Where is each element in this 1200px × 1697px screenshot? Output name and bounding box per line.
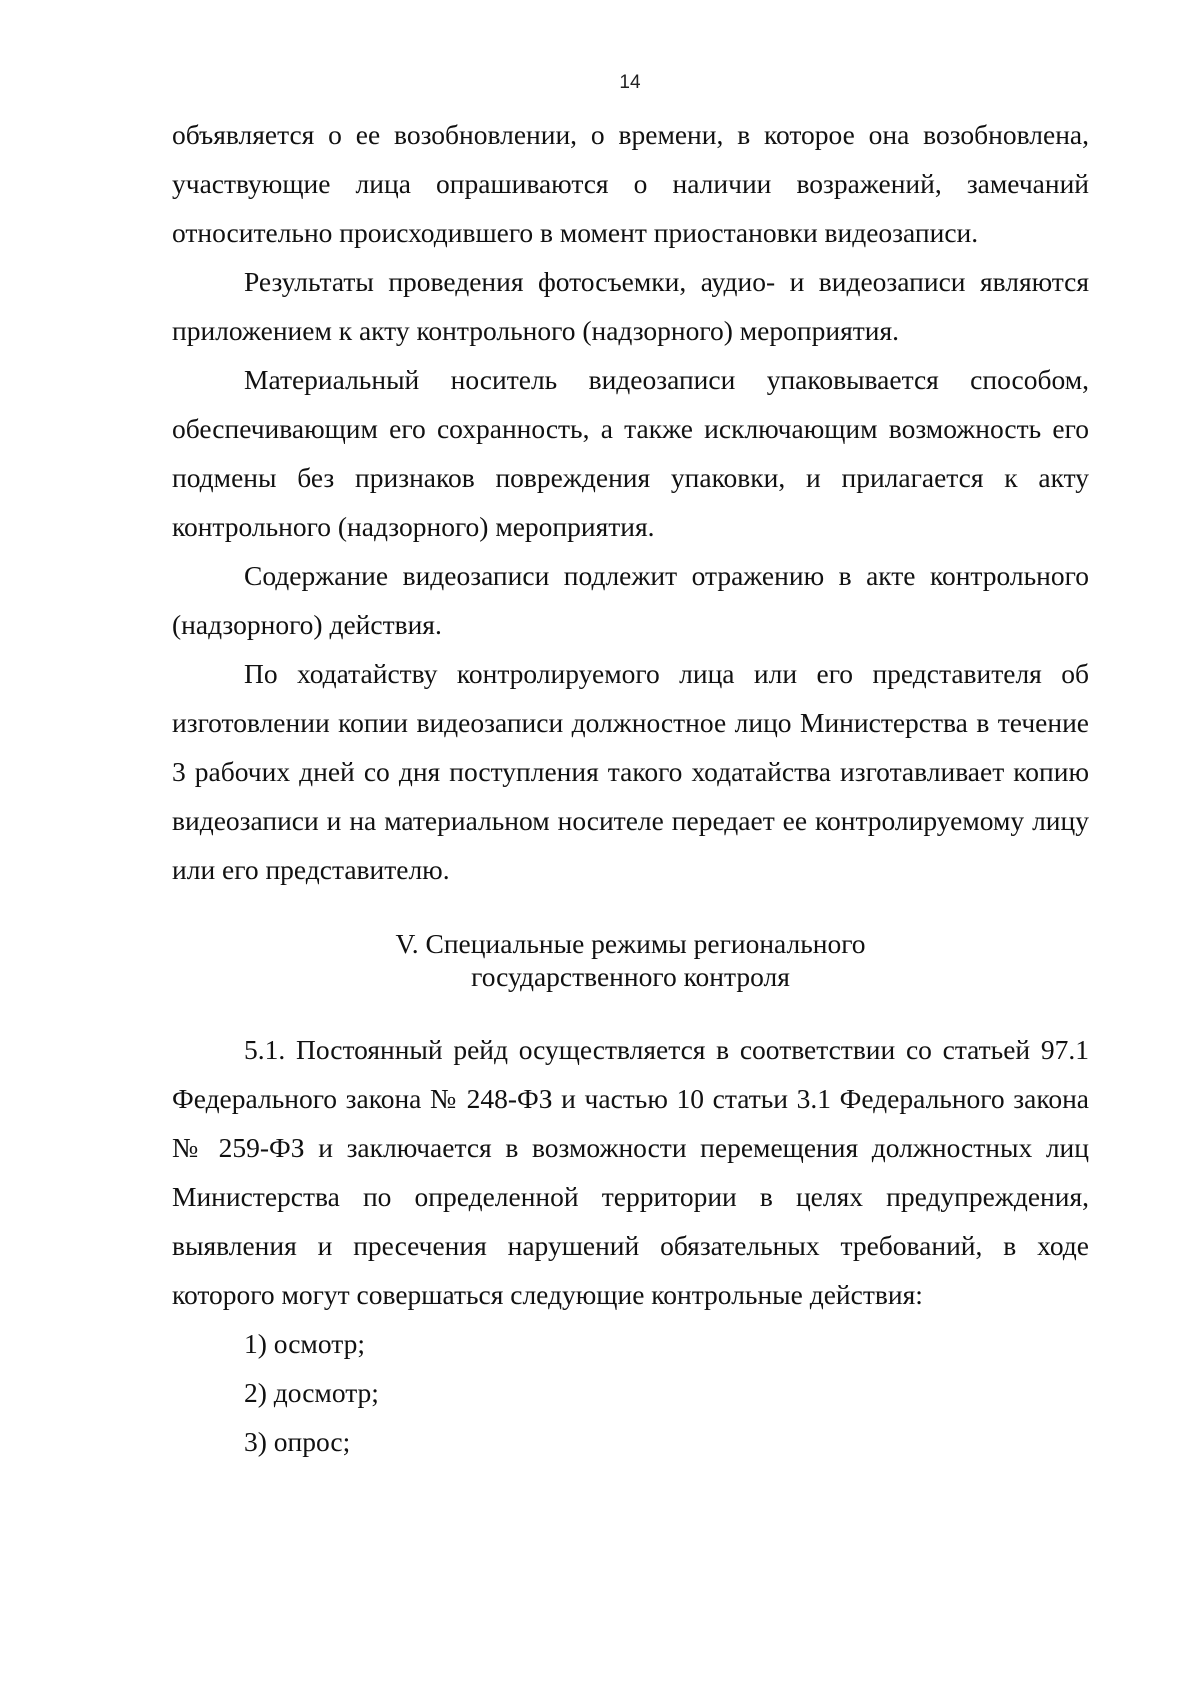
list-item: 3) опрос; [244, 1426, 351, 1457]
paragraph-permanent-raid: 5.1. Постоянный рейд осуществляется в соответствии со статьей 97.1 Федерального закона № 248-ФЗ и частью 10 статьи 3.1 Федерального закона № 259-ФЗ и заключается в возможности перемещения должностных лиц Министерства по определенной территории в целях предупреждения, выявления и пресечения нарушений обязательных требований, в ходе которого могут совершаться следующие контрольные действия: [172, 1034, 1089, 1310]
paragraph-video-content: Содержание видеозаписи подлежит отражению в акте контрольного (надзорного) действия. [172, 560, 1089, 640]
paragraph-copy-request: По ходатайству контролируемого лица или его представителя об изготовлении копии видеозаписи должностное лицо Министерства в течение 3 рабочих дней со дня поступления такого ходатайства изготавливает копию видеозаписи и на материальном носителе передает ее контролируемому лицу или его представителю. [172, 658, 1089, 885]
paragraph-media-carrier: Материальный носитель видеозаписи упаковывается способом, обеспечивающим его сохранность, а также исключающим возможность его подмены без признаков повреждения упаковки, и прилагается к акту контрольного (надзорного) мероприятия. [172, 364, 1089, 542]
section-heading-line-1: V. Специальные режимы регионального [395, 928, 866, 959]
list-item: 1) осмотр; [244, 1328, 365, 1359]
section-heading-line-2: государственного контроля [471, 961, 790, 992]
page-number: 14 [619, 72, 641, 93]
body-text-top [172, 110, 1089, 894]
paragraph-results: Результаты проведения фотосъемки, аудио- и видеозаписи являются приложением к акту контрольного (надзорного) мероприятия. [172, 266, 1089, 346]
paragraph-continuation: объявляется о ее возобновлении, о времени, в которое она возобновлена, участвующие лица опрашиваются о наличии возражений, замечаний относительно происходившего в момент приостановки видеозаписи. [172, 119, 1089, 248]
section-heading [172, 927, 1089, 993]
list-item: 2) досмотр; [244, 1377, 379, 1408]
body-text-bottom [172, 1025, 1089, 1466]
